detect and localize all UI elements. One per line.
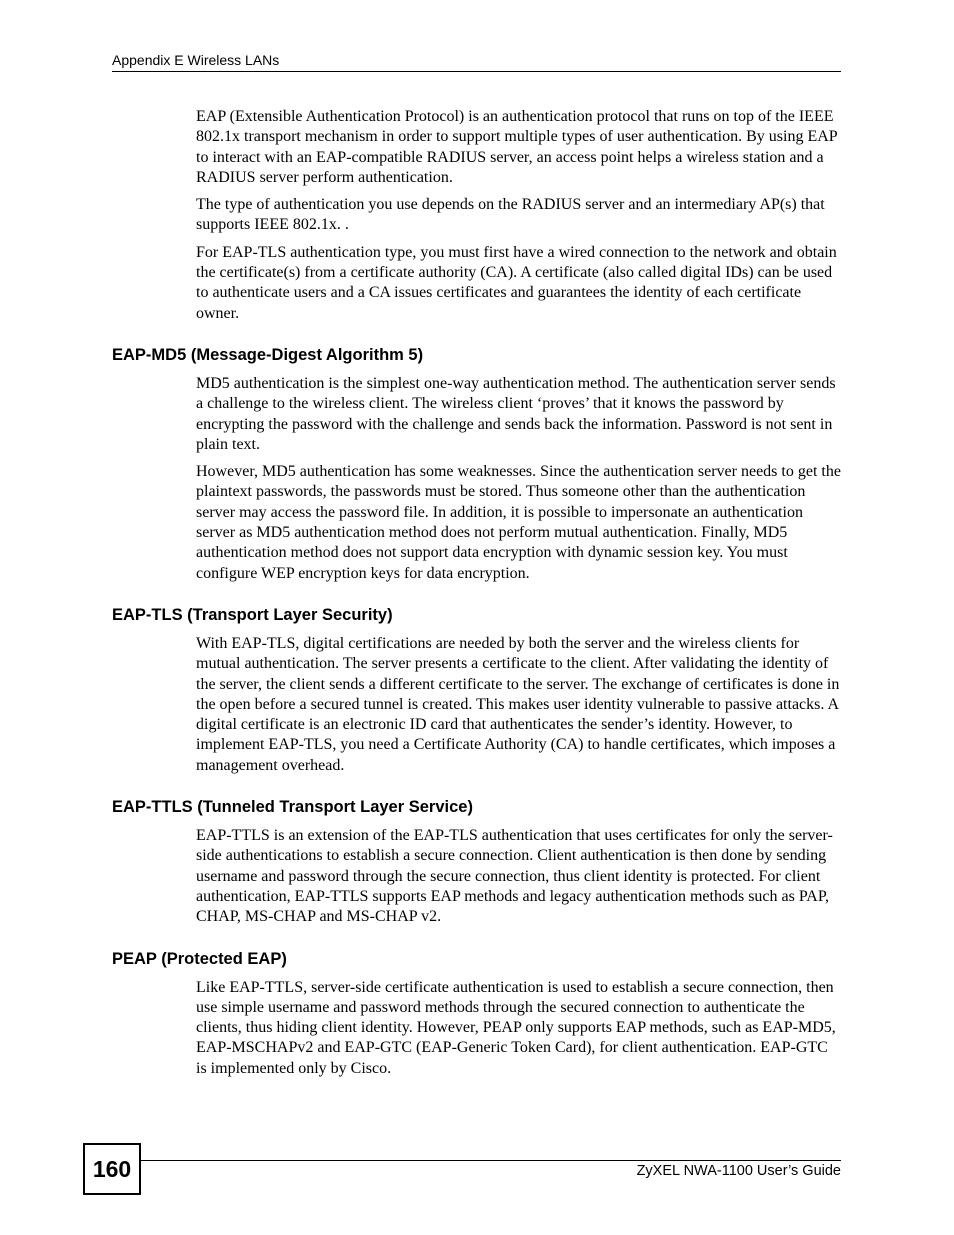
- section-heading: EAP-MD5 (Message-Digest Algorithm 5): [112, 345, 424, 364]
- page-body: [0, 107, 954, 1086]
- section-paragraph: With EAP-TLS, digital certifications are needed by both the server and the wireless clients for mutual authentication. The server presents a certificate to the client. After validating the identity of the server, the client sends a different certificate to the server. The exchange of certificates is done in the open before a secured tunnel is created. This makes user identity vulnerable to passive attacks. A digital certificate is an electronic ID card that authenticates the sender’s identity. However, to implement EAP-TLS, you need a Certificate Authority (CA) to handle certificates, which imposes a management overhead.: [196, 634, 840, 774]
- section-peap: [0, 949, 954, 1079]
- section-paragraph: Like EAP-TTLS, server-side certificate authentication is used to establish a secure connection, then use simple username and password methods through the secured connection to authenticate the clients, thus hiding client identity. However, PEAP only supports EAP methods, such as EAP-MD5, EAP-MSCHAPv2 and EAP-GTC (EAP-Generic Token Card), for client authentication. EAP-GTC is implemented only by Cisco.: [196, 978, 836, 1077]
- intro-paragraph-1: EAP (Extensible Authentication Protocol) is an authentication protocol that runs on top of the IEEE 802.1x transport mechanism in order to support multiple types of user authentication. By using EAP to interact with an EAP-compatible RADIUS server, an access point helps a wireless station and a RADIUS server perform authentication.: [196, 108, 838, 186]
- section-heading: EAP-TLS (Transport Layer Security): [112, 605, 393, 624]
- section-eap-tls: [0, 605, 954, 776]
- section-eap-ttls: [0, 797, 954, 927]
- running-header: Appendix E Wireless LANs: [112, 52, 280, 68]
- section-paragraph: However, MD5 authentication has some weaknesses. Since the authentication server needs to get the plaintext passwords, the passwords must be stored. Thus someone other than the authentication server may access the password file. In addition, it is possible to impersonate an authentication server as MD5 authentication method does not perform mutual authentication. Finally, MD5 authentication method does not support data encryption with dynamic session key. You must configure WEP encryption keys for data encryption.: [196, 463, 841, 582]
- section-eap-md5: [0, 345, 954, 584]
- section-paragraph: MD5 authentication is the simplest one-way authentication method. The authentication server sends a challenge to the wireless client. The wireless client ‘proves’ that it knows the password by encrypting the password with the challenge and sends back the information. Password is not sent in plain text.: [196, 374, 836, 453]
- section-paragraph: EAP-TTLS is an extension of the EAP-TLS authentication that uses certificates for only the server-side authentications to establish a secure connection. Client authentication is then done by sending username and password through the secure connection, thus client identity is protected. For client authentication, EAP-TTLS supports EAP methods and legacy authentication methods such as PAP, CHAP, MS-CHAP and MS-CHAP v2.: [196, 827, 833, 926]
- guide-title: ZyXEL NWA-1100 User’s Guide: [636, 1163, 841, 1179]
- intro-paragraph-3: For EAP-TLS authentication type, you must first have a wired connection to the network and obtain the certificate(s) from a certificate authority (CA). A certificate (also called digital IDs) can be used to authenticate users and a CA issues certificates and guarantees the identity of each certificate owner.: [196, 243, 837, 322]
- section-heading: PEAP (Protected EAP): [112, 949, 287, 968]
- section-heading: EAP-TTLS (Tunneled Transport Layer Service): [112, 798, 473, 817]
- page-number: 160: [83, 1143, 141, 1195]
- header-divider: [112, 71, 841, 72]
- intro-paragraph-2: The type of authentication you use depends on the RADIUS server and an intermediary AP(s) that supports IEEE 802.1x. .: [196, 196, 825, 234]
- footer-divider: [139, 1160, 841, 1161]
